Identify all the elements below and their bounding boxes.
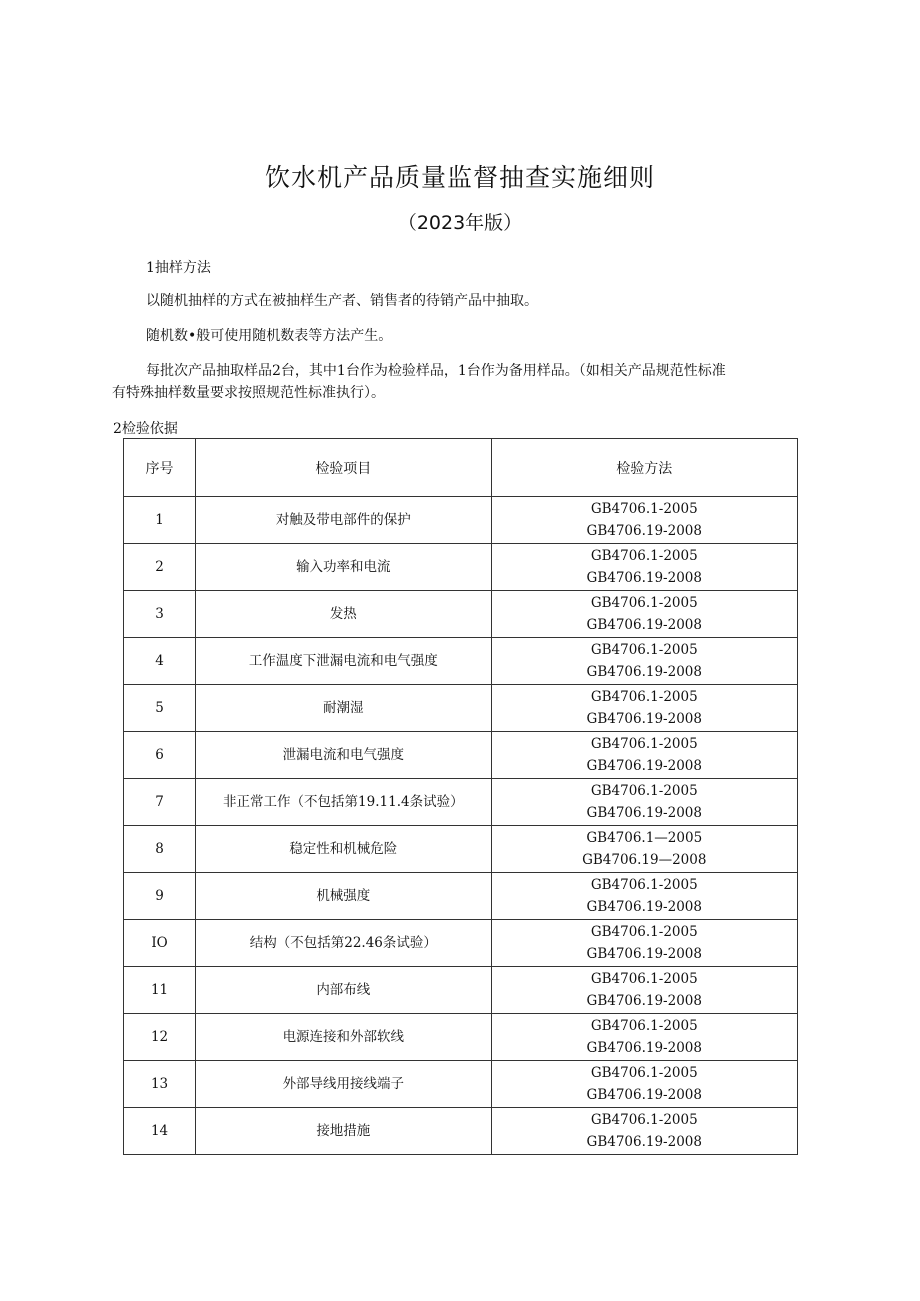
row-serial-no: 14 [124, 1108, 196, 1155]
document-subtitle: （2023年版） [397, 212, 523, 234]
method-standard-2: GB4706.19-2008 [586, 805, 702, 821]
method-standard-1: GB4706.1-2005 [590, 595, 698, 611]
method-standard-2: GB4706.19-2008 [586, 617, 702, 633]
row-inspection-method [491, 685, 797, 732]
row-inspection-item: 接地措施 [196, 1108, 491, 1155]
table-row [124, 826, 798, 873]
table-row [124, 1108, 798, 1155]
section-2-heading: 2检验依据 [113, 421, 178, 437]
row-inspection-item: 结构（不包括第22.46条试验） [196, 920, 491, 967]
method-standard-2: GB4706.19-2008 [586, 758, 702, 774]
row-inspection-method [491, 920, 797, 967]
row-inspection-method [491, 779, 797, 826]
table-row [124, 732, 798, 779]
row-serial-no: 3 [124, 591, 196, 638]
row-inspection-item: 耐潮湿 [196, 685, 491, 732]
table-row [124, 638, 798, 685]
table-row [124, 1014, 798, 1061]
row-inspection-item: 内部布线 [196, 967, 491, 1014]
row-inspection-method [491, 826, 797, 873]
method-standard-2: GB4706.19-2008 [586, 946, 702, 962]
table-row [124, 1061, 798, 1108]
row-serial-no: 6 [124, 732, 196, 779]
method-standard-1: GB4706.1-2005 [590, 971, 698, 987]
row-serial-no: 5 [124, 685, 196, 732]
row-serial-no: 7 [124, 779, 196, 826]
row-inspection-item: 泄漏电流和电气强度 [196, 732, 491, 779]
row-inspection-item: 工作温度下泄漏电流和电气强度 [196, 638, 491, 685]
method-standard-2: GB4706.19—2008 [582, 852, 707, 868]
document-title: 饮水机产品质量监督抽查实施细则 [264, 163, 655, 192]
method-standard-2: GB4706.19-2008 [586, 523, 702, 539]
row-serial-no: 13 [124, 1061, 196, 1108]
row-inspection-item: 电源连接和外部软线 [196, 1014, 491, 1061]
table-header-row [124, 439, 798, 497]
section-1-heading: 1抽样方法 [146, 260, 211, 276]
row-inspection-item: 外部导线用接线端子 [196, 1061, 491, 1108]
row-inspection-method [491, 638, 797, 685]
row-inspection-method [491, 497, 797, 544]
row-inspection-method [491, 1061, 797, 1108]
row-serial-no: 9 [124, 873, 196, 920]
section-1-paragraph-2: 随机数•般可使用随机数表等方法产生。 [146, 328, 393, 344]
row-inspection-method [491, 967, 797, 1014]
row-inspection-method [491, 544, 797, 591]
method-standard-2: GB4706.19-2008 [586, 899, 702, 915]
row-serial-no: IO [124, 920, 196, 967]
method-standard-1: GB4706.1-2005 [590, 689, 698, 705]
table-row [124, 591, 798, 638]
table-row [124, 497, 798, 544]
method-standard-2: GB4706.19-2008 [586, 1134, 702, 1150]
method-standard-2: GB4706.19-2008 [586, 711, 702, 727]
header-inspection-method: 检验方法 [491, 439, 797, 497]
table-row [124, 779, 798, 826]
method-standard-2: GB4706.19-2008 [586, 570, 702, 586]
row-inspection-method [491, 591, 797, 638]
table-row [124, 873, 798, 920]
row-inspection-method [491, 1108, 797, 1155]
method-standard-1: GB4706.1—2005 [586, 830, 703, 846]
method-standard-2: GB4706.19-2008 [586, 664, 702, 680]
row-serial-no: 12 [124, 1014, 196, 1061]
table-row [124, 685, 798, 732]
row-serial-no: 1 [124, 497, 196, 544]
row-serial-no: 2 [124, 544, 196, 591]
method-standard-2: GB4706.19-2008 [586, 1040, 702, 1056]
row-inspection-item: 非正常工作（不包括第19.11.4条试验） [196, 779, 491, 826]
method-standard-1: GB4706.1-2005 [590, 924, 698, 940]
section-1-paragraph-3 [112, 360, 811, 404]
row-inspection-method [491, 732, 797, 779]
method-standard-1: GB4706.1-2005 [590, 1112, 698, 1128]
section-1-paragraph-1: 以随机抽样的方式在被抽样生产者、销售者的待销产品中抽取。 [146, 293, 538, 309]
table-row [124, 920, 798, 967]
table-row [124, 544, 798, 591]
paragraph-3-line-2: 有特殊抽样数量要求按照规范性标准执行）。 [112, 385, 385, 401]
row-inspection-method [491, 1014, 797, 1061]
method-standard-2: GB4706.19-2008 [586, 1087, 702, 1103]
method-standard-1: GB4706.1-2005 [590, 1018, 698, 1034]
method-standard-2: GB4706.19-2008 [586, 993, 702, 1009]
row-inspection-item: 稳定性和机械危险 [196, 826, 491, 873]
method-standard-1: GB4706.1-2005 [590, 501, 698, 517]
method-standard-1: GB4706.1-2005 [590, 1065, 698, 1081]
row-inspection-item: 机械强度 [196, 873, 491, 920]
row-inspection-item: 发热 [196, 591, 491, 638]
method-standard-1: GB4706.1-2005 [590, 642, 698, 658]
row-inspection-item: 输入功率和电流 [196, 544, 491, 591]
inspection-basis-table [123, 438, 798, 1155]
row-serial-no: 4 [124, 638, 196, 685]
row-inspection-item: 对触及带电部件的保护 [196, 497, 491, 544]
method-standard-1: GB4706.1-2005 [590, 548, 698, 564]
method-standard-1: GB4706.1-2005 [590, 783, 698, 799]
header-inspection-item: 检验项目 [196, 439, 491, 497]
method-standard-1: GB4706.1-2005 [590, 877, 698, 893]
row-serial-no: 11 [124, 967, 196, 1014]
method-standard-1: GB4706.1-2005 [590, 736, 698, 752]
paragraph-3-line-1: 每批次产品抽取样品2台，其中1台作为检验样品，1台作为备用样品。（如相关产品规范性标准 [146, 363, 726, 379]
row-inspection-method [491, 873, 797, 920]
row-serial-no: 8 [124, 826, 196, 873]
header-serial-no: 序号 [124, 439, 196, 497]
table-row [124, 967, 798, 1014]
